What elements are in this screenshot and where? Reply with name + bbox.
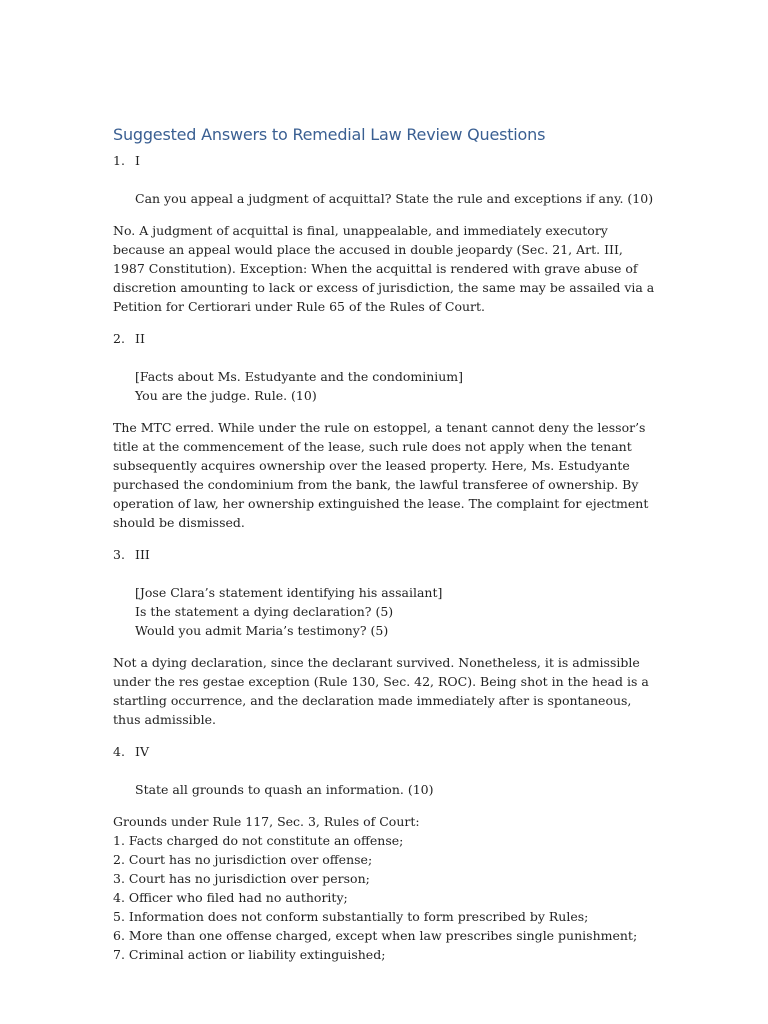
answer-paragraph: Not a dying declaration, since the declarant survived. Nonetheless, it is admissible under the res gestae exception (Rule 130, Sec. 42, ROC). Being shot in the head is a startling occurrence, and the declaration made immediately after is spontaneous, thus admissible. [113,655,649,727]
question-heading [113,151,658,170]
list-item: 5. Information does not conform substantially to form prescribed by Rules; [113,909,589,924]
question-2 [113,329,658,545]
grounds-list [113,831,658,964]
list-item: 3. Court has no jurisdiction over person; [113,871,370,886]
list-item: 6. More than one offense charged, except when law prescribes single punishment; [113,928,638,943]
question-prompt: [Jose Clara’s statement identifying his assailant] [135,585,443,600]
question-heading [113,329,658,348]
list-item: 7. Criminal action or liability extinguished; [113,947,386,962]
question-roman: IV [135,744,149,759]
question-roman: II [135,331,145,346]
question-3 [113,545,658,742]
question-number: 2. [113,331,125,346]
question-roman: III [135,547,150,562]
document-page [113,124,658,964]
question-prompt: [Facts about Ms. Estudyante and the condominium] [135,369,464,384]
question-prompt: Can you appeal a judgment of acquittal? State the rule and exceptions if any. (10) [135,191,654,206]
question-1 [113,151,658,329]
question-number: 3. [113,547,125,562]
question-prompt: Would you admit Maria’s testimony? (5) [135,623,389,638]
answer-intro: Grounds under Rule 117, Sec. 3, Rules of Court: [113,814,420,829]
question-number: 4. [113,744,125,759]
question-heading [113,742,658,761]
question-number: 1. [113,153,125,168]
question-heading [113,545,658,564]
list-item: 1. Facts charged do not constitute an offense; [113,833,404,848]
question-prompt: Is the statement a dying declaration? (5) [135,604,394,619]
document-title: Suggested Answers to Remedial Law Review Questions [113,125,546,144]
answer-paragraph: No. A judgment of acquittal is final, unappealable, and immediately executory because an appeal would place the accused in double jeopardy (Sec. 21, Art. III, 1987 Constitution). Exception: When the acquittal is rendered with grave abuse of discretion amounting to lack or excess of jurisdiction, the same may be assailed via a Petition for Certiorari under Rule 65 of the Rules of Court. [113,223,655,314]
list-item: 2. Court has no jurisdiction over offense; [113,852,373,867]
answer-paragraph: The MTC erred. While under the rule on estoppel, a tenant cannot deny the lessor’s title at the commencement of the lease, such rule does not apply when the tenant subsequently acquires ownership over the leased property. Here, Ms. Estudyante purchased the condominium from the bank, the lawful transferee of ownership. By operation of law, her ownership extinguished the lease. The complaint for ejectment should be dismissed. [113,420,649,530]
question-prompt: State all grounds to quash an information. (10) [135,782,434,797]
question-roman: I [135,153,140,168]
question-prompt: You are the judge. Rule. (10) [135,388,317,403]
question-4 [113,742,658,964]
list-item: 4. Officer who filed had no authority; [113,890,348,905]
